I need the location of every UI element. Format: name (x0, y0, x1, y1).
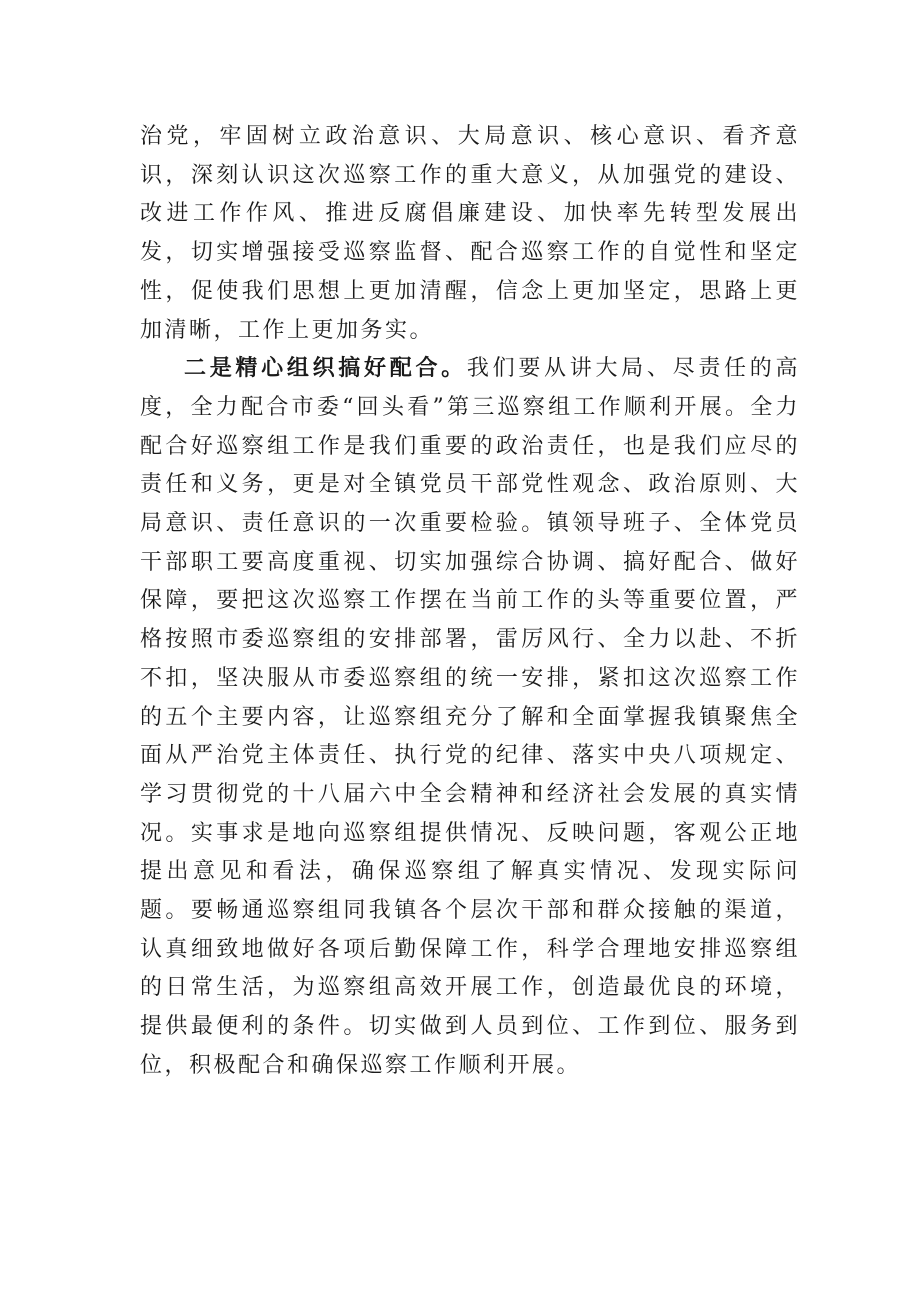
paragraph-continued (140, 118, 800, 350)
document-body (140, 118, 800, 1086)
paragraph-lead-heading: 二是精心组织搞好配合。 (184, 356, 467, 382)
paragraph-text: 治党，牢固树立政治意识、大局意识、核心意识、看齐意识，深刻认识这次巡察工作的重大意义，从加强党的建设、改进工作作风、推进反腐倡廉建设、加快率先转型发展出发，切实增强接受巡察监督、配合巡察工作的自觉性和坚定性，促使我们思想上更加清醒，信念上更加坚定，思路上更加清晰，工作上更加务实。 (140, 124, 800, 343)
paragraph-cooperation (140, 350, 800, 1085)
paragraph-text: 我们要从讲大局、尽责任的高度，全力配合市委“回头看”第三巡察组工作顺利开展。全力配合好巡察组工作是我们重要的政治责任，也是我们应尽的责任和义务，更是对全镇党员干部党性观念、政治原则、大局意识、责任意识的一次重要检验。镇领导班子、全体党员干部职工要高度重视、切实加强综合协调、搞好配合、做好保障，要把这次巡察工作摆在当前工作的头等重要位置，严格按照市委巡察组的安排部署，雷厉风行、全力以赴、不折不扣，坚决服从市委巡察组的统一安排，紧扣这次巡察工作的五个主要内容，让巡察组充分了解和全面掌握我镇聚焦全面从严治党主体责任、执行党的纪律、落实中央八项规定、学习贯彻党的十八届六中全会精神和经济社会发展的真实情况。实事求是地向巡察组提供情况、反映问题，客观公正地提出意见和看法，确保巡察组了解真实情况、发现实际问题。要畅通巡察组同我镇各个层次干部和群众接触的渠道，认真细致地做好各项后勤保障工作，科学合理地安排巡察组的日常生活，为巡察组高效开展工作，创造最优良的环境，提供最便利的条件。切实做到人员到位、工作到位、服务到位，积极配合和确保巡察工作顺利开展。 (140, 356, 800, 1078)
